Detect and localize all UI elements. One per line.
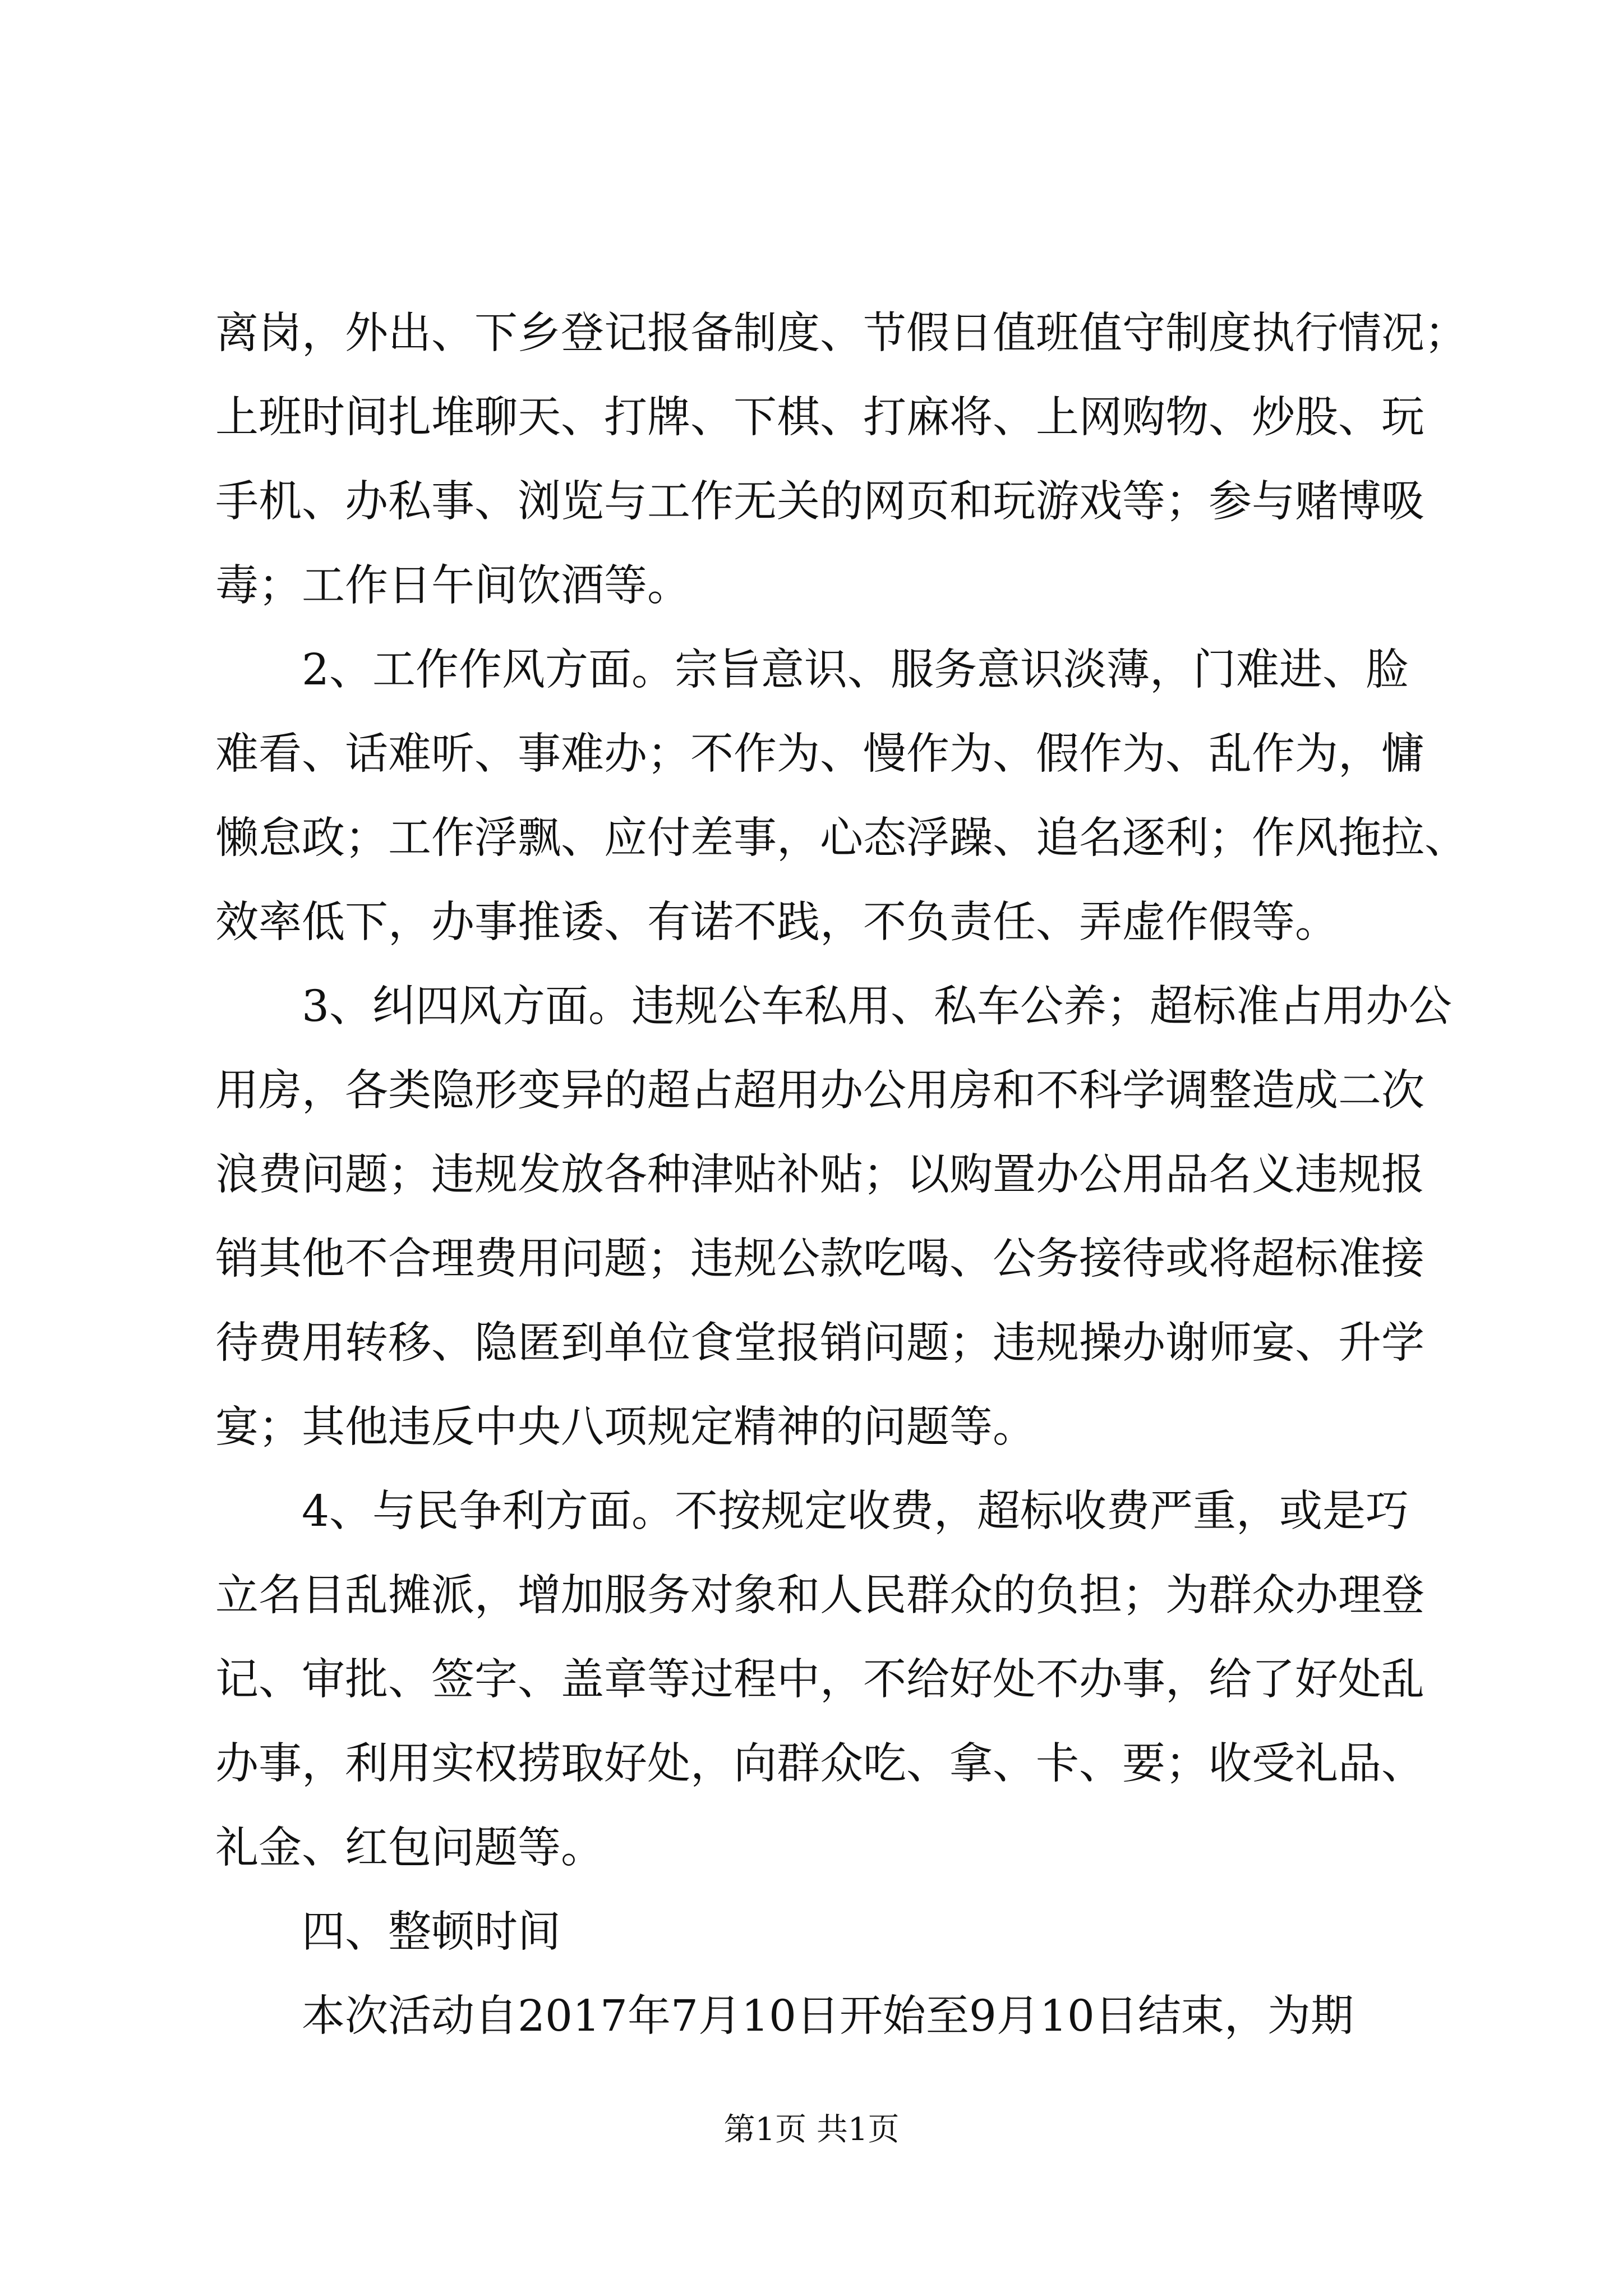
paragraph-start-line: 4、与民争利方面。不按规定收费，超标收费严重，或是巧 <box>302 1487 1409 1536</box>
text-line: 效率低下，办事推诿、有诺不践，不负责任、弄虚作假等。 <box>215 898 1338 947</box>
text-line: 宴；其他违反中央八项规定精神的问题等。 <box>215 1402 1036 1452</box>
text-line: 记、审批、签字、盖章等过程中，不给好处不办事，给了好处乱 <box>215 1655 1424 1705</box>
text-line: 上班时间扎堆聊天、打牌、下棋、打麻将、上网购物、炒股、玩 <box>215 393 1424 443</box>
text-line: 离岗，外出、下乡登记报备制度、节假日值班值守制度执行情况； <box>215 309 1468 358</box>
text-line: 手机、办私事、浏览与工作无关的网页和玩游戏等；参与赌博吸 <box>215 477 1424 527</box>
text-line: 用房，各类隐形变异的超占超用办公用房和不科学调整造成二次 <box>215 1066 1424 1116</box>
text-line: 浪费问题；违规发放各种津贴补贴；以购置办公用品名义违规报 <box>215 1150 1424 1200</box>
body-text <box>215 292 1468 2059</box>
text-line: 办事，利用实权捞取好处，向群众吃、拿、卡、要；收受礼品、 <box>215 1739 1424 1789</box>
text-line: 销其他不合理费用问题；违规公款吃喝、公务接待或将超标准接 <box>215 1234 1424 1284</box>
page-footer: 第1页 共1页 <box>723 2111 900 2148</box>
text-line: 立名目乱摊派，增加服务对象和人民群众的负担；为群众办理登 <box>215 1571 1424 1621</box>
paragraph-start-line: 2、工作作风方面。宗旨意识、服务意识淡薄，门难进、脸 <box>302 645 1409 695</box>
section-heading: 四、整顿时间 <box>302 1907 561 1957</box>
text-line: 待费用转移、隐匿到单位食堂报销问题；违规操办谢师宴、升学 <box>215 1318 1424 1368</box>
text-line: 毒；工作日午间饮酒等。 <box>215 561 690 611</box>
paragraph-start-line: 3、纠四风方面。违规公车私用、私车公养；超标准占用办公 <box>302 982 1452 1032</box>
paragraph-start-line: 本次活动自2017年7月10日开始至9月10日结束，为期 <box>302 1991 1354 2041</box>
text-line: 礼金、红包问题等。 <box>215 1823 604 1873</box>
text-line: 难看、话难听、事难办；不作为、慢作为、假作为、乱作为，慵 <box>215 729 1424 779</box>
text-line: 懒怠政；工作浮飘、应付差事，心态浮躁、追名逐利；作风拖拉、 <box>215 813 1468 863</box>
